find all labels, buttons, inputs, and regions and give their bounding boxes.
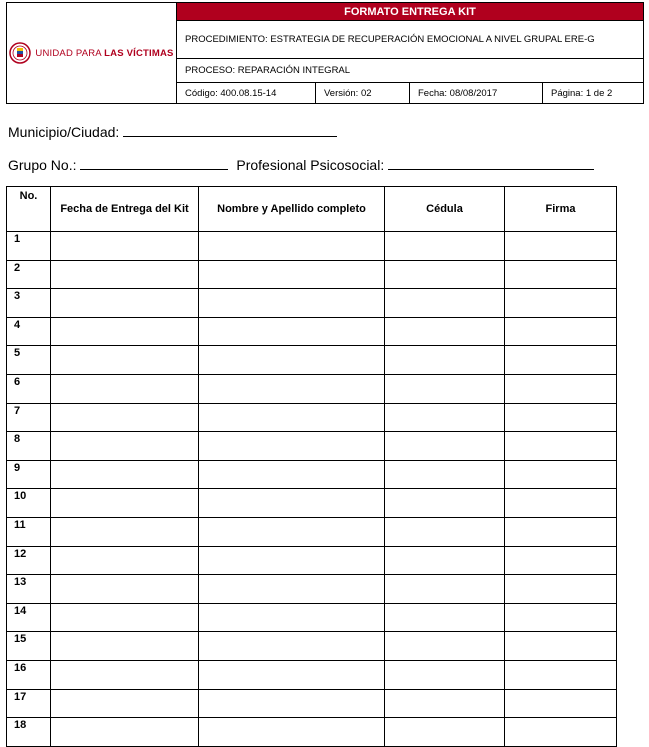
fecha-cell[interactable] [51,232,199,261]
firma-cell[interactable] [505,374,617,403]
row-number: 7 [7,403,51,432]
firma-cell[interactable] [505,289,617,318]
nombre-cell[interactable] [199,603,385,632]
nombre-cell[interactable] [199,517,385,546]
firma-cell[interactable] [505,403,617,432]
procedimiento-field: PROCEDIMIENTO: ESTRATEGIA DE RECUPERACIÓN EMOCIONAL A NIVEL GRUPAL ERE-G [177,21,643,59]
pagina-field: Página: 1 de 2 [551,87,613,99]
col-header-no: No. [7,187,51,232]
table-row [7,317,617,346]
nombre-cell[interactable] [199,289,385,318]
firma-cell[interactable] [505,232,617,261]
table-row [7,374,617,403]
fecha-cell[interactable] [51,546,199,575]
cedula-cell[interactable] [385,260,505,289]
version-field: Versión: 02 [316,83,410,103]
col-header-firma: Firma [505,187,617,232]
col-header-fecha: Fecha de Entrega del Kit [51,187,199,232]
fecha-cell[interactable] [51,460,199,489]
fecha-cell[interactable] [51,317,199,346]
row-number: 8 [7,432,51,461]
table-row [7,689,617,718]
row-number: 13 [7,575,51,604]
fecha-cell[interactable] [51,632,199,661]
firma-cell[interactable] [505,660,617,689]
nombre-cell[interactable] [199,346,385,375]
proceso-field: PROCESO: REPARACIÓN INTEGRAL [177,59,643,83]
nombre-cell[interactable] [199,718,385,747]
row-number: 4 [7,317,51,346]
nombre-cell[interactable] [199,403,385,432]
firma-cell[interactable] [505,460,617,489]
row-number: 12 [7,546,51,575]
row-number: 5 [7,346,51,375]
table-row [7,546,617,575]
row-number: 1 [7,232,51,261]
cedula-cell[interactable] [385,232,505,261]
table-row [7,289,617,318]
firma-cell[interactable] [505,517,617,546]
grupo-line [8,155,594,173]
grupo-input[interactable] [80,155,228,170]
nombre-cell[interactable] [199,632,385,661]
col-header-cedula: Cédula [385,187,505,232]
fecha-cell[interactable] [51,289,199,318]
nombre-cell[interactable] [199,546,385,575]
table-row [7,575,617,604]
firma-cell[interactable] [505,432,617,461]
cedula-cell[interactable] [385,403,505,432]
firma-cell[interactable] [505,575,617,604]
municipio-input[interactable] [123,122,337,137]
fecha-cell[interactable] [51,718,199,747]
table-row [7,632,617,661]
cedula-cell[interactable] [385,346,505,375]
logo-cell [7,3,177,103]
row-number: 16 [7,660,51,689]
document-header [6,2,644,104]
firma-cell[interactable] [505,718,617,747]
cedula-cell[interactable] [385,374,505,403]
firma-cell[interactable] [505,346,617,375]
table-row [7,432,617,461]
cedula-cell[interactable] [385,660,505,689]
nombre-cell[interactable] [199,575,385,604]
table-row [7,232,617,261]
fecha-cell[interactable] [51,603,199,632]
logo-text: UNIDAD PARA LAS VÍCTIMAS [35,47,174,59]
row-number: 10 [7,489,51,518]
colombia-shield-icon [9,42,31,64]
cedula-cell[interactable] [385,603,505,632]
cedula-cell[interactable] [385,718,505,747]
cedula-cell[interactable] [385,289,505,318]
meta-row [177,83,643,103]
profesional-label: Profesional Psicosocial: [236,157,385,173]
nombre-cell[interactable] [199,689,385,718]
nombre-cell[interactable] [199,260,385,289]
table-row [7,603,617,632]
table-row [7,489,617,518]
table-row [7,460,617,489]
nombre-cell[interactable] [199,432,385,461]
row-number: 11 [7,517,51,546]
row-number: 2 [7,260,51,289]
municipio-label: Municipio/Ciudad: [8,124,120,140]
form-title: FORMATO ENTREGA KIT [177,3,643,21]
cedula-cell[interactable] [385,575,505,604]
row-number: 18 [7,718,51,747]
firma-cell[interactable] [505,632,617,661]
table-row [7,660,617,689]
cedula-cell[interactable] [385,432,505,461]
fecha-cell[interactable] [51,660,199,689]
municipio-line [8,122,337,140]
firma-cell[interactable] [505,260,617,289]
fecha-cell[interactable] [51,403,199,432]
fecha-cell[interactable] [51,489,199,518]
row-number: 3 [7,289,51,318]
nombre-cell[interactable] [199,232,385,261]
cedula-cell[interactable] [385,517,505,546]
row-number: 9 [7,460,51,489]
fecha-cell[interactable] [51,260,199,289]
nombre-cell[interactable] [199,374,385,403]
codigo-field: Código: 400.08.15-14 [177,83,316,103]
firma-cell[interactable] [505,317,617,346]
row-number: 17 [7,689,51,718]
nombre-cell[interactable] [199,317,385,346]
cedula-cell[interactable] [385,317,505,346]
col-header-nombre: Nombre y Apellido completo [199,187,385,232]
firma-cell[interactable] [505,689,617,718]
nombre-cell[interactable] [199,460,385,489]
firma-cell[interactable] [505,603,617,632]
cedula-cell[interactable] [385,460,505,489]
fecha-cell[interactable] [51,346,199,375]
fecha-cell[interactable] [51,374,199,403]
fecha-cell[interactable] [51,432,199,461]
fecha-field: Fecha: 08/08/2017 [410,83,543,103]
table-header-row [7,187,617,232]
cedula-cell[interactable] [385,546,505,575]
fecha-cell[interactable] [51,517,199,546]
table-row [7,260,617,289]
table-row [7,517,617,546]
firma-cell[interactable] [505,546,617,575]
fecha-cell[interactable] [51,575,199,604]
table-row [7,403,617,432]
firma-cell[interactable] [505,489,617,518]
grupo-label: Grupo No.: [8,157,77,173]
nombre-cell[interactable] [199,489,385,518]
table-row [7,346,617,375]
row-number: 15 [7,632,51,661]
row-number: 14 [7,603,51,632]
nombre-cell[interactable] [199,660,385,689]
entrega-table [6,186,617,747]
cedula-cell[interactable] [385,632,505,661]
fecha-cell[interactable] [51,689,199,718]
profesional-input[interactable] [388,155,594,170]
cedula-cell[interactable] [385,489,505,518]
unidad-victimas-logo [9,42,173,64]
row-number: 6 [7,374,51,403]
cedula-cell[interactable] [385,689,505,718]
table-row [7,718,617,747]
